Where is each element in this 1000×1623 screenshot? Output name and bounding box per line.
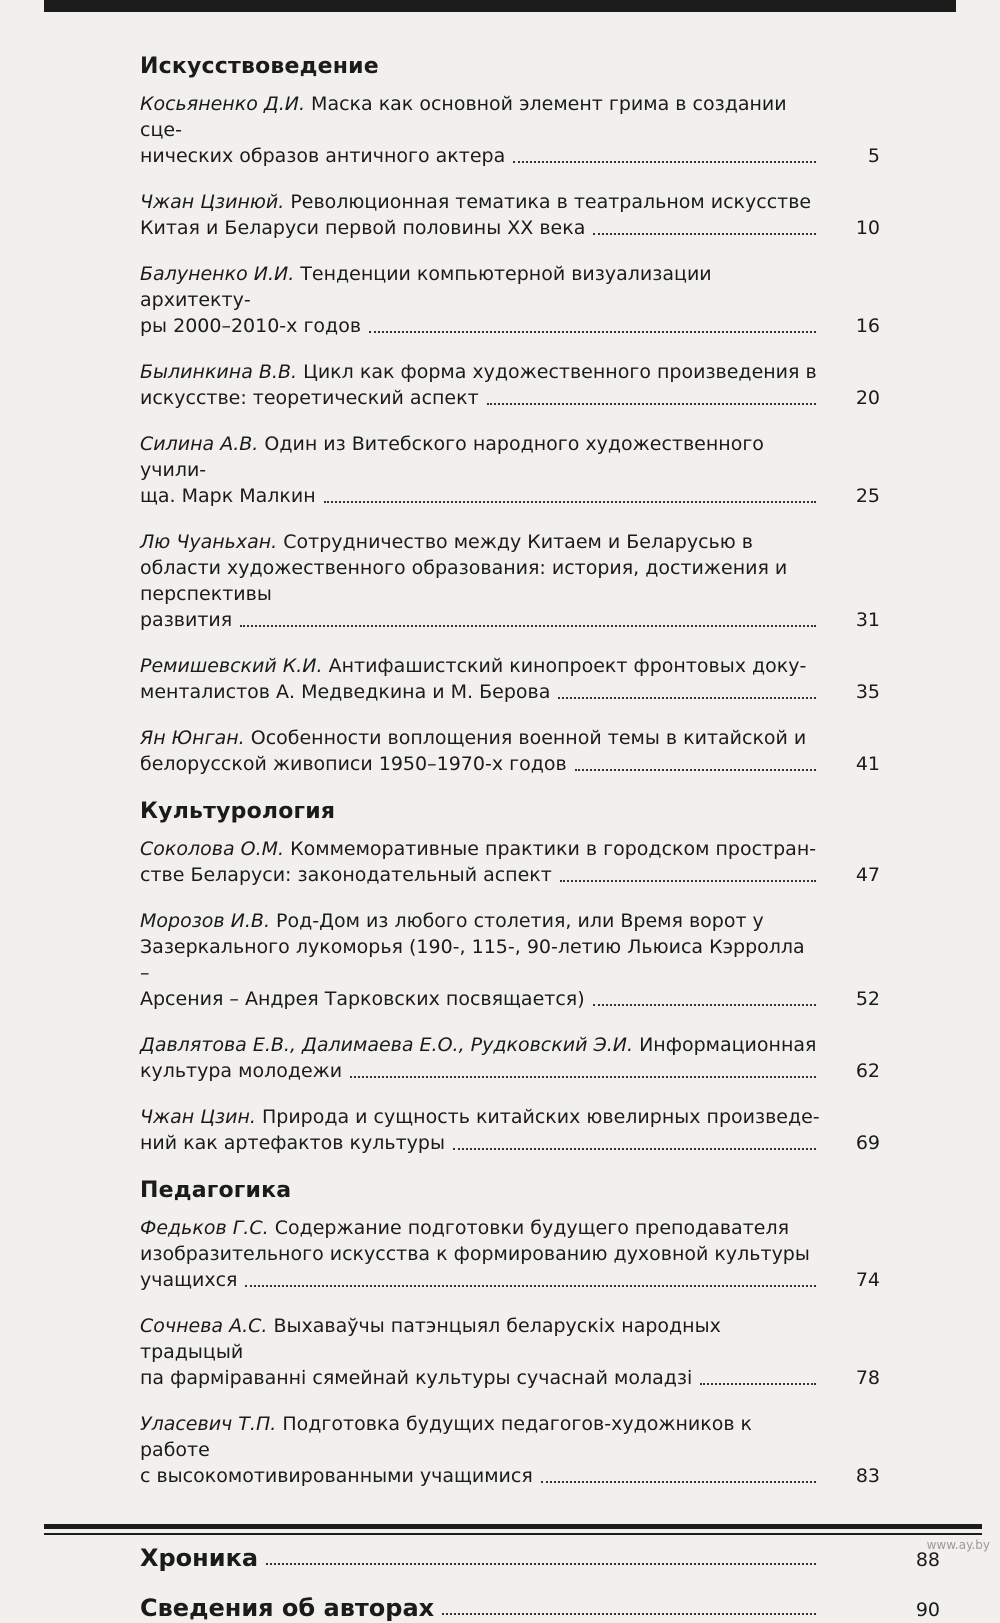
dot-leader (575, 769, 816, 771)
entry-author: Лю Чуаньхан. (140, 531, 278, 553)
page-number: 10 (855, 217, 880, 239)
entry-first-lines (140, 1032, 820, 1058)
section-art-studies (140, 54, 940, 777)
dot-leader (350, 1076, 816, 1078)
entry-last-line (140, 1267, 820, 1293)
page-number: 47 (855, 864, 880, 886)
entry-title: Цикл как форма художественного произведения в (303, 361, 817, 383)
toc-entry[interactable] (140, 1411, 940, 1489)
entry-last-line (140, 1365, 820, 1391)
dot-leader (513, 161, 816, 163)
entry-last-line (140, 679, 820, 705)
entry-title-end: Арсения – Андрея Тарковских посвящается) (140, 988, 585, 1010)
page-number: 83 (855, 1465, 880, 1487)
page-number: 35 (855, 681, 880, 703)
entry-title-end: ры 2000–2010-х годов (140, 315, 362, 337)
entry-title: Информационная (639, 1034, 817, 1056)
page-number: 90 (915, 1599, 940, 1621)
entry-last-line (140, 385, 820, 411)
page-number: 62 (855, 1060, 880, 1082)
entry-first-lines (140, 529, 820, 607)
entry-author: Ремишевский К.И. (140, 655, 323, 677)
entry-title-end: культура молодежи (140, 1060, 343, 1082)
entry-title: Природа и сущность китайских ювелирных произведе- (261, 1106, 820, 1128)
entry-author: Федьков Г.С. (140, 1217, 269, 1239)
toc-entry[interactable] (140, 836, 940, 888)
entry-title: Антифашистский кинопроект фронтовых доку- (328, 655, 807, 677)
dot-leader (593, 1004, 816, 1006)
entry-title-end: менталистов А. Медведкина и М. Берова (140, 681, 551, 703)
section-title: Педагогика (140, 1178, 292, 1203)
entry-last-line (140, 1058, 820, 1084)
entry-title-end: Китая и Беларуси первой половины XX века (140, 217, 586, 239)
entry-first-lines (140, 1104, 820, 1130)
toc-entry[interactable] (140, 261, 940, 339)
entry-last-line (140, 313, 820, 339)
entry-first-lines (140, 431, 820, 483)
entry-last-line (140, 483, 820, 509)
toc-chronicle[interactable] (140, 1543, 940, 1573)
dot-leader (369, 331, 816, 333)
entry-title: Революционная тематика в театральном искусстве (290, 191, 812, 213)
entry-title-end: с высокомотивированными учащимися (140, 1465, 533, 1487)
entry-title-end: па фарміраванні сямейнай культуры сучаснай моладзі (140, 1367, 693, 1389)
entry-title: Выхаваўчы патэнцыял беларускіх народных традыцый (140, 1315, 721, 1363)
watermark: www.ay.by (926, 1538, 990, 1552)
dot-leader (245, 1285, 816, 1287)
section-title: Культурология (140, 799, 336, 824)
page-number: 69 (855, 1132, 880, 1154)
entry-list (140, 91, 940, 777)
entry-title: Один из Витебского народного художественного учили- (140, 433, 764, 481)
entry-title: Подготовка будущих педагогов-художников к работе (140, 1413, 753, 1461)
entry-first-lines (140, 908, 820, 986)
entry-title: Род-Дом из любого столетия, или Время ворот у Зазеркального лукоморья (190-, 115-, 90-летию Льюиса Кэрролла – (140, 910, 805, 984)
dot-leader (700, 1383, 816, 1385)
entry-first-lines (140, 189, 820, 215)
entry-author: Косьяненко Д.И. (140, 93, 305, 115)
dot-leader (240, 625, 816, 627)
entry-last-line (140, 862, 820, 888)
entry-first-lines (140, 1411, 820, 1463)
entry-list (140, 836, 940, 1156)
dot-leader (541, 1481, 816, 1483)
entry-author: Уласевич Т.П. (140, 1413, 277, 1435)
top-rule (44, 0, 956, 12)
toc-entry[interactable] (140, 1032, 940, 1084)
dot-leader (560, 880, 816, 882)
entry-author: Чжан Цзин. (140, 1106, 256, 1128)
table-of-contents (140, 54, 940, 1623)
authors-info-title: Сведения об авторах (140, 1594, 435, 1622)
entry-title-end: ний как артефактов культуры (140, 1132, 445, 1154)
toc-entry[interactable] (140, 189, 940, 241)
entry-author: Морозов И.В. (140, 910, 270, 932)
entry-first-lines (140, 1313, 820, 1365)
page-number: 74 (855, 1269, 880, 1291)
entry-title-end: белорусской живописи 1950–1970-х годов (140, 753, 567, 775)
toc-entry[interactable] (140, 1104, 940, 1156)
entry-last-line (140, 751, 820, 777)
page-number: 20 (855, 387, 880, 409)
entry-first-lines (140, 1215, 820, 1267)
entry-author: Сочнева А.С. (140, 1315, 268, 1337)
entry-title: Тенденции компьютерной визуализации архитекту- (140, 263, 712, 311)
entry-title: Особенности воплощения военной темы в китайской и (250, 727, 807, 749)
entry-title: Сотрудничество между Китаем и Беларусью в области художественного образования: история, достижения и перспективы (140, 531, 788, 605)
toc-entry[interactable] (140, 359, 940, 411)
page-number: 5 (867, 145, 880, 167)
entry-first-lines (140, 91, 820, 143)
toc-entry[interactable] (140, 725, 940, 777)
page-number: 31 (855, 609, 880, 631)
entry-author: Былинкина В.В. (140, 361, 298, 383)
entry-author: Ян Юнган. (140, 727, 245, 749)
toc-entry[interactable] (140, 91, 940, 169)
entry-last-line (140, 1130, 820, 1156)
entry-last-line (140, 215, 820, 241)
dot-leader (487, 403, 816, 405)
entry-first-lines (140, 359, 820, 385)
dot-leader (266, 1563, 816, 1565)
section-culture-studies (140, 799, 940, 1156)
entry-first-lines (140, 653, 820, 679)
entry-title-end: стве Беларуси: законодательный аспект (140, 864, 552, 886)
toc-authors-info[interactable] (140, 1593, 940, 1623)
dot-leader (442, 1613, 816, 1615)
entry-title-end: развития (140, 609, 233, 631)
entry-first-lines (140, 725, 820, 751)
entry-last-line (140, 607, 820, 633)
entry-first-lines (140, 836, 820, 862)
entry-last-line (140, 143, 820, 169)
entry-author: Силина А.В. (140, 433, 259, 455)
entry-title: Коммеморативные практики в городском простран- (290, 838, 817, 860)
page-number: 16 (855, 315, 880, 337)
entry-author: Чжан Цзинюй. (140, 191, 285, 213)
bottom-rule (44, 1524, 982, 1529)
entry-list (140, 1215, 940, 1489)
bottom-rule-thin (44, 1533, 982, 1535)
dot-leader (453, 1148, 816, 1150)
entry-title-end: учащихся (140, 1269, 238, 1291)
entry-last-line (140, 986, 820, 1012)
toc-entry[interactable] (140, 1215, 940, 1293)
entry-title: Маска как основной элемент грима в создании сце- (140, 93, 787, 141)
toc-entry[interactable] (140, 908, 940, 1012)
entry-title: Содержание подготовки будущего преподавателя изобразительного искусства к формированию духовной культуры (140, 1217, 810, 1265)
toc-entry[interactable] (140, 653, 940, 705)
chronicle-title: Хроника (140, 1544, 259, 1572)
entry-title-end: нических образов античного актера (140, 145, 506, 167)
entry-author: Соколова О.М. (140, 838, 285, 860)
page-number: 78 (855, 1367, 880, 1389)
toc-entry[interactable] (140, 1313, 940, 1391)
page-number: 52 (855, 988, 880, 1010)
dot-leader (593, 233, 816, 235)
toc-entry[interactable] (140, 431, 940, 509)
section-title: Искусствоведение (140, 54, 379, 79)
dot-leader (558, 697, 816, 699)
entry-title-end: ща. Марк Малкин (140, 485, 316, 507)
dot-leader (324, 501, 816, 503)
entry-title-end: искусстве: теоретический аспект (140, 387, 479, 409)
entry-last-line (140, 1463, 820, 1489)
section-pedagogy (140, 1178, 940, 1489)
page-number: 88 (915, 1549, 940, 1571)
entry-author: Давлятова Е.В., Далимаева Е.О., Рудковский Э.И. (140, 1034, 634, 1056)
page-number: 41 (855, 753, 880, 775)
entry-author: Балуненко И.И. (140, 263, 295, 285)
entry-first-lines (140, 261, 820, 313)
page-number: 25 (855, 485, 880, 507)
toc-entry[interactable] (140, 529, 940, 633)
